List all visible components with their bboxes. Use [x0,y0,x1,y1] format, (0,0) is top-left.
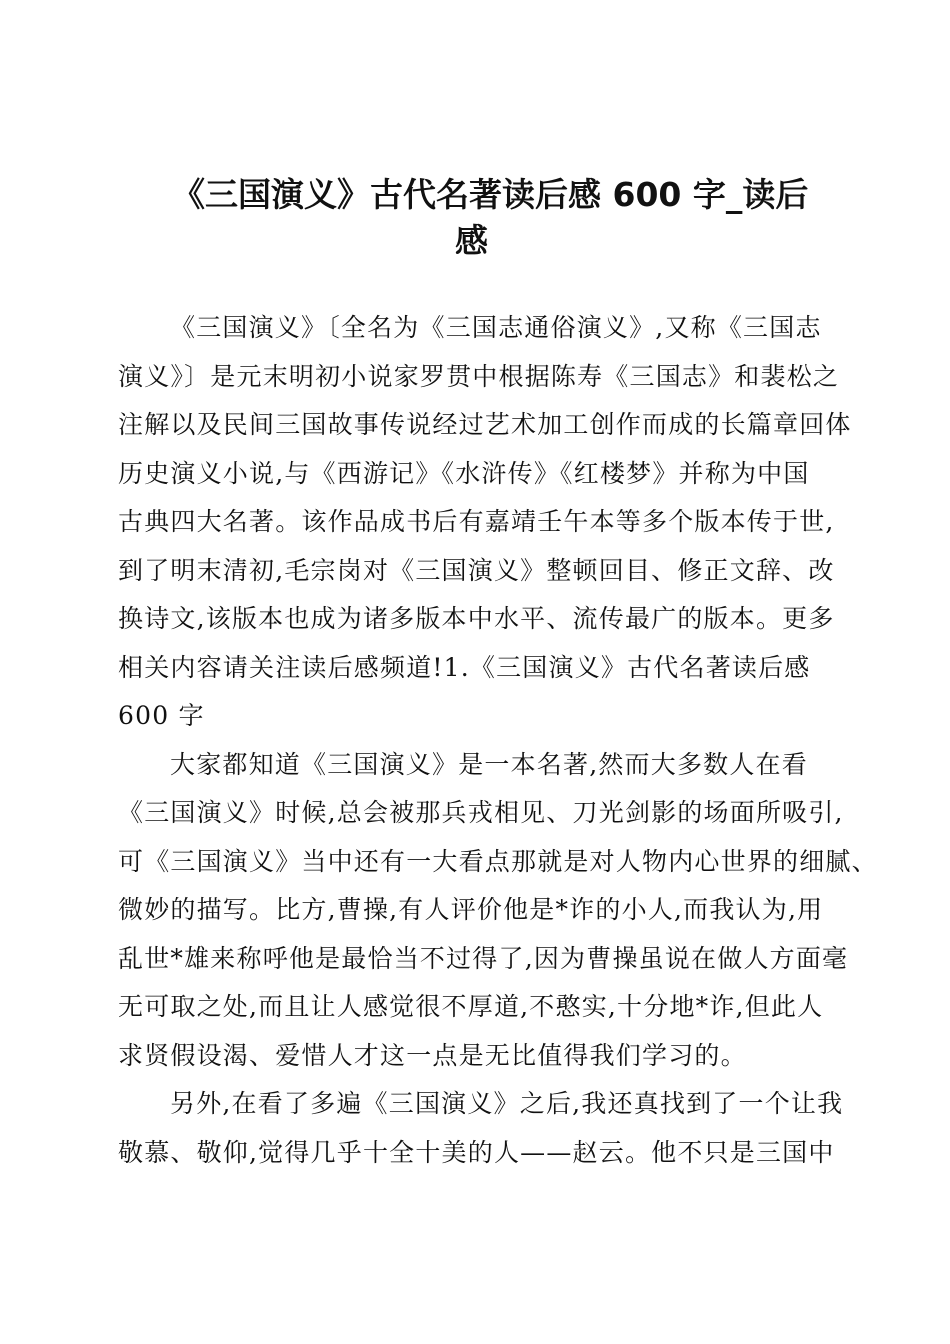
text-line: 敬慕、敬仰,觉得几乎十全十美的人——赵云。他不只是三国中 [118,1137,835,1167]
text-line: 相关内容请关注读后感频道!1.《三国演义》古代名著读后感 [118,652,811,682]
title-line: 《三国演义》古代名著读后感 600 字_读后 [172,175,809,214]
title-line: 感 [455,221,488,260]
text-line: 可《三国演义》当中还有一大看点那就是对人物内心世界的细腻、 [118,846,878,876]
text-line: 大家都知道《三国演义》是一本名著,然而大多数人在看 [170,749,808,779]
text-line: 《三国演义》时候,总会被那兵戎相见、刀光剑影的场面所吸引, [118,798,844,827]
text-line: 换诗文,该版本也成为诸多版本中水平、流传最广的版本。更多 [118,604,835,633]
text-line: 演义》〕是元末明初小说家罗贯中根据陈寿《三国志》和裴松之 [118,361,840,391]
text-line: 古典四大名著。该作品成书后有嘉靖壬午本等多个版本传于世, [118,507,835,536]
paragraph-3 [118,1080,878,1177]
text-line: 《三国演义》〔全名为《三国志通俗演义》,又称《三国志 [170,313,822,342]
paragraph-1 [118,304,878,741]
text-line: 无可取之处,而且让人感觉很不厚道,不憨实,十分地*诈,但此人 [118,992,824,1021]
text-line: 求贤假设渴、爱惜人才这一点是无比值得我们学习的。 [118,1040,747,1070]
document-title [150,172,850,264]
text-line: 到了明末清初,毛宗岗对《三国演义》整顿回目、修正文辞、改 [118,555,835,585]
text-line: 另外,在看了多遍《三国演义》之后,我还真找到了一个让我 [170,1089,844,1118]
text-line: 微妙的描写。比方,曹操,有人评价他是*诈的小人,而我认为,用 [118,895,824,924]
text-line: 历史演义小说,与《西游记》《水浒传》《红楼梦》并称为中国 [118,458,810,488]
text-line: 注解以及民间三国故事传说经过艺术加工创作而成的长篇章回体 [118,410,852,439]
text-line: 600 字 [118,701,205,730]
document-body [118,304,878,1177]
paragraph-2 [118,741,878,1081]
text-line: 乱世*雄来称呼他是最恰当不过得了,因为曹操虽说在做人方面毫 [118,943,849,973]
